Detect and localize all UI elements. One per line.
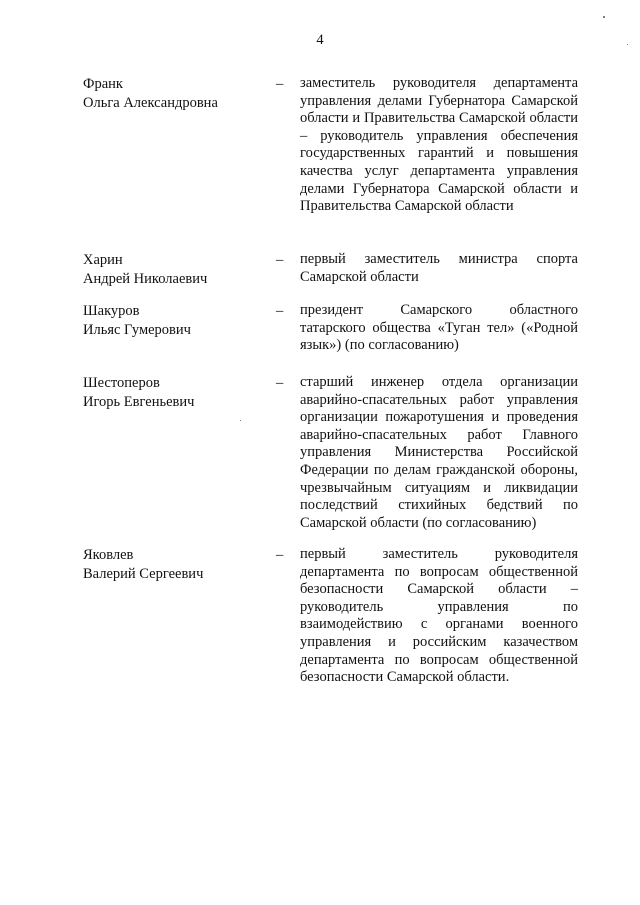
person-surname: Франк bbox=[83, 76, 123, 92]
dash-separator: – bbox=[276, 76, 284, 92]
person-position: заместитель руководителя департамента управления делами Губернатора Самарской области и Правительства Самарской области – руководитель управления обеспечения государственных гарантий и повышения качества услуг департамента управления делами Губернатора Самарской области и Правительства Самарской области bbox=[300, 75, 578, 215]
page-number: 4 bbox=[316, 32, 324, 48]
person-name bbox=[83, 374, 268, 412]
person-name bbox=[83, 546, 268, 584]
dash-separator: – bbox=[276, 252, 284, 268]
person-surname: Шакуров bbox=[83, 303, 140, 319]
person-position: старший инженер отдела организации аварийно-спасательных работ управления организации пожаротушения и проведения аварийно-спасательных работ Главного управления Министерства Российской Федерации по делам гражданской обороны, чрезвычайным ситуациям и ликвидации последствий стихийных бедствий по Самарской области (по согласованию) bbox=[300, 374, 578, 531]
person-position: первый заместитель министра спорта Самарской области bbox=[300, 251, 578, 285]
dash-separator: – bbox=[276, 303, 284, 319]
dash-separator: – bbox=[276, 375, 284, 391]
dash-separator: – bbox=[276, 547, 284, 563]
person-position: первый заместитель руководителя департамента по вопросам общественной безопасности Самарской области – руководитель управления по взаимодействию с органами военного управления и российским казачеством департамента по вопросам общественной безопасности Самарской области. bbox=[300, 546, 578, 686]
scan-speck bbox=[240, 420, 241, 421]
person-given-name: Андрей Николаевич bbox=[83, 271, 208, 287]
scan-speck bbox=[603, 16, 605, 18]
person-name bbox=[83, 75, 268, 113]
person-position: президент Самарского областного татарского общества «Туган тел» («Родной язык») (по согласованию) bbox=[300, 302, 578, 354]
person-given-name: Валерий Сергеевич bbox=[83, 566, 204, 582]
person-name bbox=[83, 251, 268, 289]
person-surname: Яковлев bbox=[83, 547, 134, 563]
person-given-name: Игорь Евгеньевич bbox=[83, 394, 195, 410]
person-name bbox=[83, 302, 268, 340]
person-given-name: Ольга Александровна bbox=[83, 95, 218, 111]
person-given-name: Ильяс Гумерович bbox=[83, 322, 191, 338]
scan-speck bbox=[627, 44, 628, 45]
person-surname: Харин bbox=[83, 252, 123, 268]
person-surname: Шестоперов bbox=[83, 375, 160, 391]
